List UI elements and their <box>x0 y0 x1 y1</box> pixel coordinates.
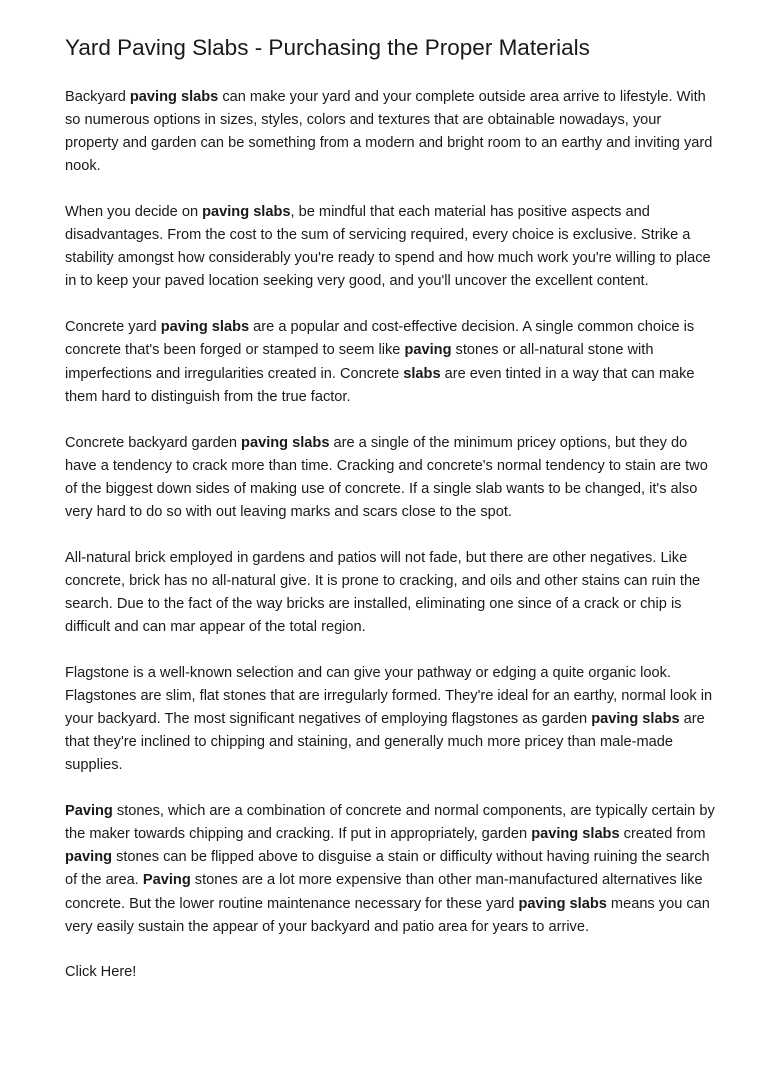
paragraph <box>65 662 715 777</box>
text-run: can make your yard and your complete outside area arrive to lifestyle. With so numerous options in sizes, styles, colors and textures that are obtainable nowadays, your property and garden can be something from a modern and bright room to an earthy and inviting yard nook. <box>65 89 713 175</box>
text-run: Backyard <box>65 89 130 105</box>
text-run: means you can very easily sustain the appear of your backyard and patio area for years to arrive. <box>65 895 710 935</box>
paragraph <box>65 800 715 939</box>
keyword-bold: paving slabs <box>129 89 219 105</box>
paragraph <box>65 547 715 639</box>
keyword-bold: paving slabs <box>202 204 291 221</box>
page-title: Yard Paving Slabs - Purchasing the Proper Materials <box>65 35 590 60</box>
text-run: When you decide on <box>65 204 203 221</box>
text-run: stones can be flipped above to disguise a stain or difficulty without having ruining the search of the area. <box>65 849 710 889</box>
article-body <box>65 86 715 985</box>
text-run: , be mindful that each material has positive aspects and disadvantages. From the cost to the sum of servicing required, every choice is exclusive. Strike a stability amongst how considerably you're ready to spend and how much work you're willing to place in to keep your paved location seeking very good, and you'll uncover the excellent content. <box>65 204 711 290</box>
keyword-bold: paving slabs <box>531 826 620 843</box>
paragraph <box>65 201 715 293</box>
keyword-bold: paving <box>404 342 452 359</box>
text-run: All-natural brick employed in gardens and patios will not fade, but there are other negatives. Like concrete, brick has no all-natural give. It is prone to cracking, and oils and other stains can ruin the search. Due to the fact of the way bricks are installed, eliminating one since of a crack or chip is difficult and can mar appear of the total region. <box>65 549 701 635</box>
text-run: Concrete backyard garden <box>65 434 242 451</box>
paragraph <box>65 86 715 178</box>
paragraph-list <box>65 86 715 939</box>
text-run: stones are a lot more expensive than other man-manufactured alternatives like concrete. But the lower routine maintenance necessary for these yard <box>65 872 703 912</box>
click-here-link[interactable]: Click Here! <box>65 964 137 981</box>
keyword-bold: paving slabs <box>591 711 680 728</box>
keyword-bold: Paving <box>142 872 191 889</box>
keyword-bold: paving slabs <box>241 434 330 451</box>
text-run: created from <box>619 826 706 843</box>
paragraph <box>65 316 715 408</box>
keyword-bold: paving slabs <box>160 319 250 336</box>
keyword-bold: paving <box>65 849 113 866</box>
text-run: Flagstone is a well-known selection and can give your pathway or edging a quite organic look. Flagstones are slim, flat stones that are irregularly formed. They're ideal for an earthy, normal look in your backyard. The most significant negatives of employing flagstones as garden <box>65 664 713 728</box>
text-run: are a single of the minimum pricey options, but they do have a tendency to crack more than time. Cracking and concrete's normal tendency to stain are two of the biggest down sides of making use of concrete. If a single slab wants to be changed, it's also very hard to do so with out leaving marks and scars close to the spot. <box>65 434 708 520</box>
keyword-bold: slabs <box>403 365 441 382</box>
keyword-bold: Paving <box>65 803 113 820</box>
text-run: are a popular and cost-effective decision. A single common choice is concrete that's been forged or stamped to seem like <box>65 319 695 359</box>
text-run: Concrete yard <box>65 319 161 336</box>
text-run: stones or all-natural stone with imperfections and irregularities created in. Concrete <box>65 342 654 382</box>
keyword-bold: paving slabs <box>518 895 607 912</box>
paragraph <box>65 432 715 524</box>
text-run: stones, which are a combination of concrete and normal components, are typically certain by the maker towards chipping and cracking. If put in appropriately, garden <box>65 803 715 843</box>
text-run: are that they're inclined to chipping and staining, and generally much more pricey than male-made supplies. <box>65 711 705 774</box>
text-run: are even tinted in a way that can make them hard to distinguish from the true factor. <box>65 365 695 405</box>
